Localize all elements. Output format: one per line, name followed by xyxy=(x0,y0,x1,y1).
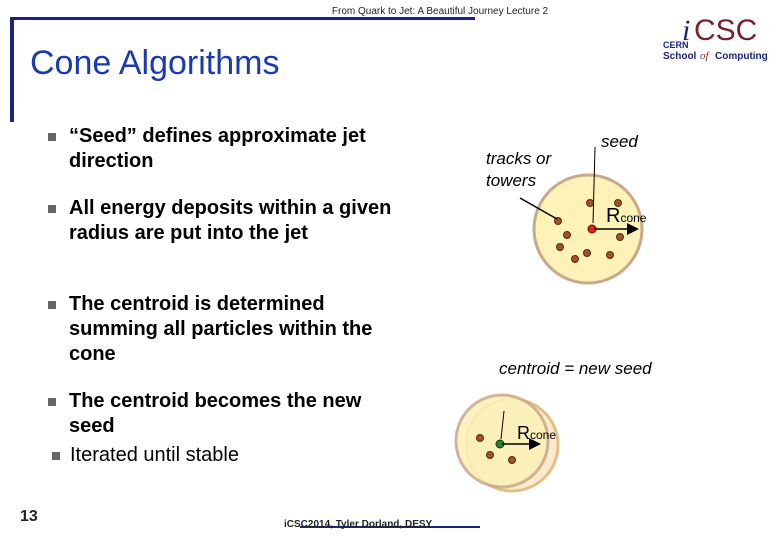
bullet-text: The centroid becomes the new seed xyxy=(69,390,362,437)
logo-computing: Computing xyxy=(715,51,768,62)
bullet-text: “Seed” defines approximate jet direction xyxy=(69,125,366,172)
bullet-text: The centroid is determined summing all particles within the cone xyxy=(69,293,373,365)
logo-cern: CERN xyxy=(663,40,689,50)
r-cone-label-2 xyxy=(517,423,556,444)
logo-school: School xyxy=(663,51,697,62)
particle xyxy=(584,250,591,257)
particle xyxy=(509,457,516,464)
bullet-seed xyxy=(46,124,396,174)
particle xyxy=(564,232,571,239)
logo-of: of xyxy=(700,50,709,62)
bullet-text: All energy deposits within a given radius are put into the jet xyxy=(69,197,392,244)
bullet-centroid xyxy=(46,292,396,367)
lecture-header: From Quark to Jet: A Beautiful Journey Lecture 2 xyxy=(331,6,549,17)
page-number: 13 xyxy=(20,508,38,525)
r-symbol: R xyxy=(517,423,530,443)
bullet-marker xyxy=(48,398,56,406)
particle xyxy=(587,200,594,207)
seed-label: seed xyxy=(601,132,638,151)
bullet-marker xyxy=(48,133,56,141)
centroid-label: centroid = new seed xyxy=(499,359,652,378)
particle xyxy=(572,256,579,263)
particle xyxy=(557,244,564,251)
r-subscript: cone xyxy=(620,211,647,225)
r-symbol: R xyxy=(606,205,621,227)
logo-i: i xyxy=(682,14,691,47)
bullet-energy-deposits xyxy=(46,196,396,246)
frame-top-line xyxy=(10,17,475,20)
bullet-new-seed xyxy=(46,389,396,439)
r-cone-label xyxy=(606,205,646,228)
particle xyxy=(487,452,494,459)
bullet-marker xyxy=(48,205,56,213)
particle xyxy=(607,252,614,259)
sub-bullet-iterated xyxy=(50,443,239,468)
particle xyxy=(617,234,624,241)
frame-left-line xyxy=(10,17,14,122)
particle xyxy=(477,435,484,442)
sub-bullet-marker xyxy=(52,452,60,460)
bullet-marker xyxy=(48,301,56,309)
cone-diagram xyxy=(440,125,770,535)
footer-credit: iCSC2014, Tyler Dorland, DESY xyxy=(284,519,433,530)
tracks-label: tracks or towers xyxy=(486,149,552,190)
r-subscript: cone xyxy=(530,428,557,442)
icsc-logo xyxy=(660,8,775,63)
slide-title: Cone Algorithms xyxy=(30,44,280,82)
logo-csc: CSC xyxy=(694,14,758,47)
sub-bullet-text: Iterated until stable xyxy=(70,444,239,466)
